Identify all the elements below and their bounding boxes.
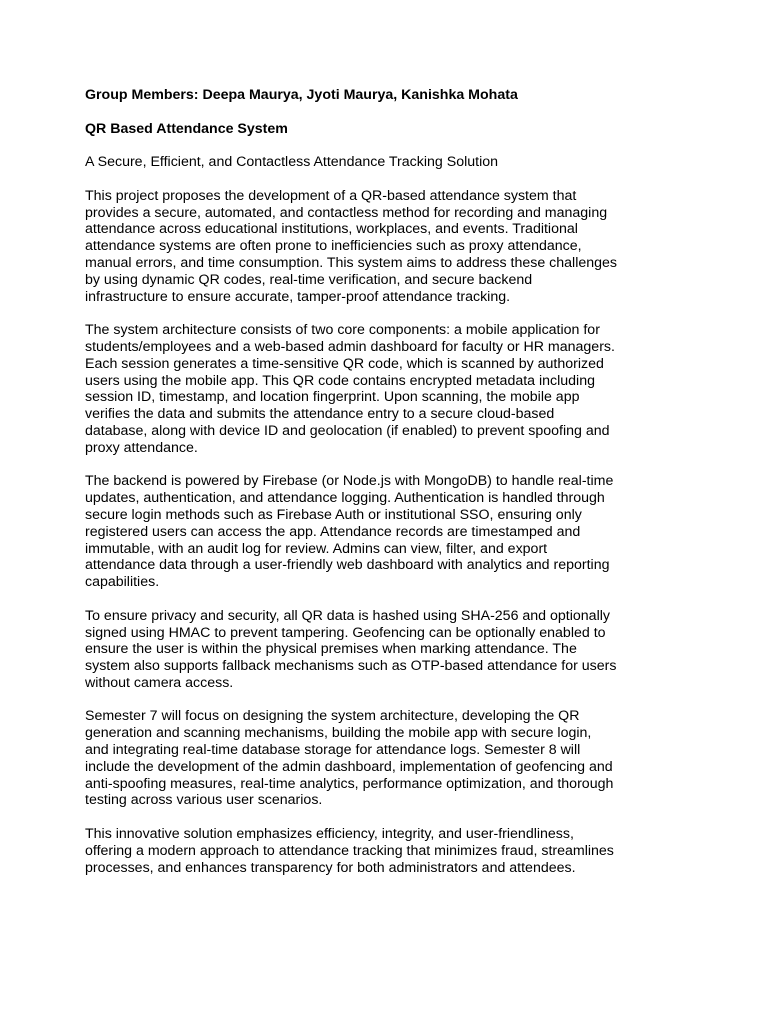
spacer (85, 692, 625, 709)
paragraph-line: This innovative solution emphasizes efficiency, integrity, and user-friendliness, (85, 826, 574, 843)
paragraph-line: infrastructure to ensure accurate, tamper-proof attendance tracking. (85, 288, 511, 305)
paragraph-line: This project proposes the development of a QR-based attendance system that (85, 187, 577, 204)
paragraph-line: To ensure privacy and security, all QR data is hashed using SHA-256 and optionally (85, 607, 610, 624)
paragraph-line: signed using HMAC to prevent tampering. Geofencing can be optionally enabled to (85, 624, 606, 641)
paragraph-line: database, along with device ID and geolocation (if enabled) to prevent spoofing and (85, 422, 610, 439)
paragraph-line: processes, and enhances transparency for both administrators and attendees. (85, 859, 576, 876)
paragraph-backend (85, 473, 625, 591)
paragraph-line: and integrating real-time database storage for attendance logs. Semester 8 will (85, 742, 581, 759)
paragraph-line: secure login methods such as Firebase Auth or institutional SSO, ensuring only (85, 506, 582, 523)
paragraph-line: students/employees and a web-based admin dashboard for faculty or HR managers. (85, 338, 615, 355)
paragraph-line: anti-spoofing measures, real-time analytics, performance optimization, and thorough (85, 775, 614, 792)
paragraph-line: include the development of the admin dashboard, implementation of geofencing and (85, 758, 613, 775)
paragraph-line: attendance data through a user-friendly web dashboard with analytics and reporting (85, 557, 610, 574)
paragraph-line: without camera access. (85, 674, 234, 691)
group-members-heading: Group Members: Deepa Maurya, Jyoti Maurya, Kanishka Mohata (85, 87, 518, 103)
spacer (85, 591, 625, 608)
paragraph-line: manual errors, and time consumption. This system aims to address these challenges (85, 254, 618, 271)
spacer (85, 104, 625, 121)
paragraph-line: updates, authentication, and attendance logging. Authentication is handled through (85, 490, 605, 507)
paragraph-line: session ID, timestamp, and location fingerprint. Upon scanning, the mobile app (85, 389, 580, 406)
spacer (85, 171, 625, 188)
paragraph-line: users using the mobile app. This QR code contains encrypted metadata including (85, 372, 595, 389)
paragraph-architecture (85, 322, 625, 456)
paragraph-line: Semester 7 will focus on designing the system architecture, developing the QR (85, 708, 580, 725)
paragraph-line: attendance across educational institutions, workplaces, and events. Traditional (85, 221, 578, 238)
paragraph-line: provides a secure, automated, and contactless method for recording and managing (85, 204, 608, 221)
paragraph-line: The backend is powered by Firebase (or Node.js with MongoDB) to handle real-time (85, 473, 614, 490)
paragraph-line: immutable, with an audit log for review. Admins can view, filter, and export (85, 540, 548, 557)
paragraph-line: testing across various user scenarios. (85, 792, 323, 809)
paragraph-line: system also supports fallback mechanisms such as OTP-based attendance for users (85, 658, 617, 675)
document-page (85, 87, 625, 876)
paragraph-line: The system architecture consists of two core components: a mobile application for (85, 322, 600, 339)
paragraph-security (85, 608, 625, 692)
paragraph-line: Each session generates a time-sensitive QR code, which is scanned by authorized (85, 355, 604, 372)
paragraph-semester-plan (85, 708, 625, 809)
spacer (85, 305, 625, 322)
paragraph-line: capabilities. (85, 574, 160, 591)
paragraph-line: generation and scanning mechanisms, building the mobile app with secure login, (85, 725, 592, 742)
paragraph-line: registered users can access the app. Attendance records are timestamped and (85, 523, 581, 540)
paragraph-conclusion (85, 826, 625, 876)
paragraph-introduction (85, 188, 625, 306)
document-subtitle: A Secure, Efficient, and Contactless Attendance Tracking Solution (85, 154, 499, 171)
spacer (85, 809, 625, 826)
paragraph-line: ensure the user is within the physical premises when marking attendance. The (85, 641, 577, 658)
paragraph-line: attendance systems are often prone to inefficiencies such as proxy attendance, (85, 238, 582, 255)
paragraph-line: verifies the data and submits the attendance entry to a secure cloud-based (85, 406, 555, 423)
spacer (85, 457, 625, 474)
paragraph-line: proxy attendance. (85, 439, 198, 456)
document-title: QR Based Attendance System (85, 120, 288, 137)
paragraph-line: offering a modern approach to attendance tracking that minimizes fraud, streamlines (85, 842, 614, 859)
spacer (85, 137, 625, 154)
paragraph-line: by using dynamic QR codes, real-time verification, and secure backend (85, 271, 533, 288)
